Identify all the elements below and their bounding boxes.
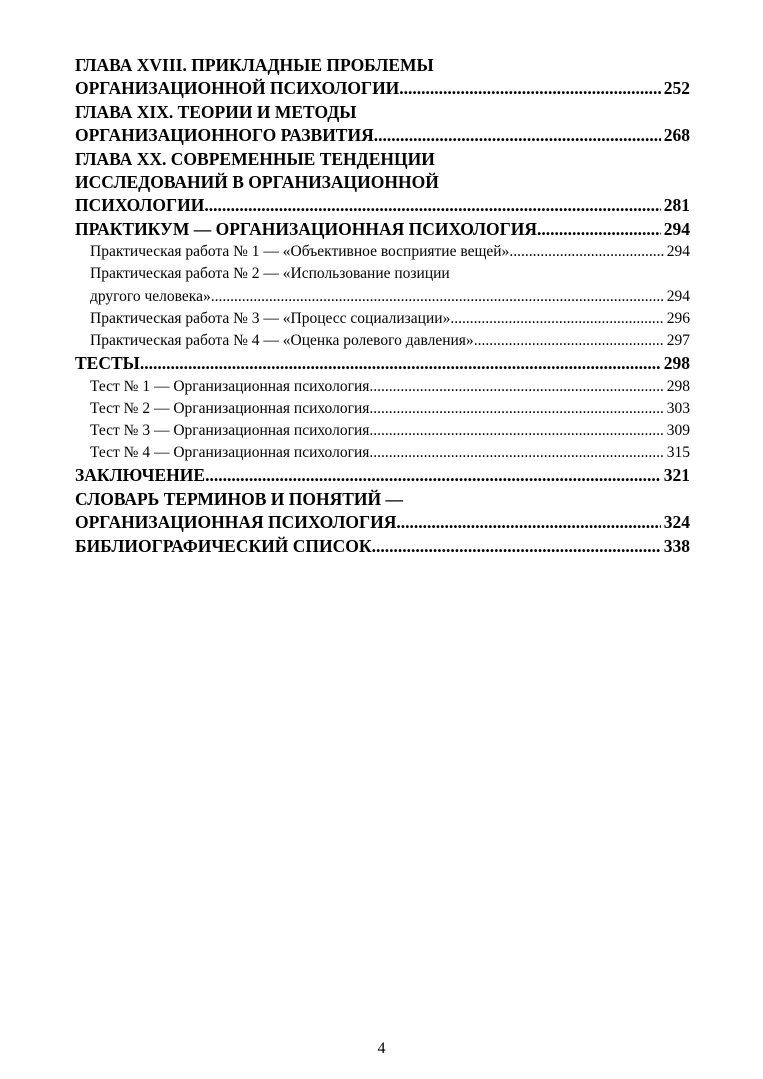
toc-subentry-work-4[interactable] [75, 330, 690, 352]
dot-leader [399, 77, 660, 100]
toc-subentry-test-4[interactable] [75, 442, 690, 464]
dot-leader [369, 376, 663, 398]
toc-page-number: 268 [663, 125, 690, 146]
toc-page-number: 252 [663, 78, 690, 99]
toc-entry-title: Тест № 1 — Организационная психология [90, 377, 370, 395]
toc-entry-title: ПРАКТИКУМ — ОРГАНИЗАЦИОННАЯ ПСИХОЛОГИЯ [75, 218, 537, 239]
toc-entry-chapter-20[interactable] [75, 148, 690, 218]
toc-entry-practicum[interactable] [75, 218, 690, 241]
toc-entry-title: другого человека» [90, 287, 211, 305]
toc-entry-title: ГЛАВА XX. СОВРЕМЕННЫЕ ТЕНДЕНЦИИ [75, 148, 435, 169]
toc-entry-title: ГЛАВА XIX. ТЕОРИИ И МЕТОДЫ [75, 101, 357, 122]
toc-page-number: 298 [663, 353, 690, 374]
toc-entry-title: БИБЛИОГРАФИЧЕСКИЙ СПИСОК [75, 535, 372, 556]
toc-entry-title: Тест № 3 — Организационная психология [90, 422, 370, 440]
toc-entry-title: Практическая работа № 1 — «Объективное восприятие вещей» [90, 243, 510, 261]
dot-leader [374, 124, 661, 147]
page-number: 4 [377, 1040, 386, 1057]
toc-entry-conclusion[interactable] [75, 464, 690, 487]
dot-leader [205, 464, 661, 487]
toc-entry-title: Тест № 4 — Организационная психология [90, 444, 370, 462]
toc-entry-tests[interactable] [75, 352, 690, 375]
table-of-contents [75, 54, 690, 558]
dot-leader [140, 352, 661, 375]
toc-subentry-work-1[interactable] [75, 241, 690, 263]
dot-leader [509, 241, 663, 263]
toc-entry-title: ОРГАНИЗАЦИОННАЯ ПСИХОЛОГИЯ [75, 512, 397, 533]
dot-leader [369, 442, 663, 464]
toc-subentry-test-3[interactable] [75, 420, 690, 442]
dot-leader [369, 398, 663, 420]
toc-page-number: 321 [663, 465, 690, 486]
dot-leader [450, 308, 663, 330]
toc-page-number: 298 [666, 377, 690, 395]
toc-entry-title: ОРГАНИЗАЦИОННОГО РАЗВИТИЯ [75, 125, 374, 146]
toc-page-number: 303 [666, 399, 690, 417]
toc-page-number: 296 [666, 309, 690, 327]
dot-leader [537, 218, 661, 241]
toc-page-number: 315 [666, 444, 690, 462]
toc-page-number: 309 [666, 422, 690, 440]
toc-entry-title: Практическая работа № 2 — «Использование позиции [90, 265, 450, 283]
dot-leader [204, 194, 660, 217]
toc-entry-title: ЗАКЛЮЧЕНИЕ [75, 465, 206, 486]
dot-leader [372, 535, 661, 558]
toc-entry-title: СЛОВАРЬ ТЕРМИНОВ И ПОНЯТИЙ — [75, 488, 404, 509]
toc-entry-title: ПСИХОЛОГИИ [75, 195, 205, 216]
toc-entry-title: ОРГАНИЗАЦИОННОЙ ПСИХОЛОГИИ [75, 78, 400, 99]
dot-leader [211, 286, 664, 308]
toc-page-number: 338 [663, 535, 690, 556]
toc-entry-chapter-18[interactable] [75, 54, 690, 101]
toc-entry-title: ГЛАВА XVIII. ПРИКЛАДНЫЕ ПРОБЛЕМЫ [75, 55, 434, 75]
toc-page-number: 294 [663, 218, 690, 239]
toc-subentry-work-3[interactable] [75, 308, 690, 330]
toc-entry-bibliography[interactable] [75, 535, 690, 558]
toc-entry-title: Тест № 2 — Организационная психология [90, 399, 370, 417]
toc-subentry-test-2[interactable] [75, 398, 690, 420]
toc-entry-title: ИССЛЕДОВАНИЙ В ОРГАНИЗАЦИОННОЙ [75, 172, 439, 193]
toc-subentry-work-2[interactable] [75, 263, 690, 307]
toc-entry-chapter-19[interactable] [75, 101, 690, 148]
toc-entry-title: ТЕСТЫ [75, 353, 140, 374]
toc-page-number: 281 [663, 195, 690, 216]
dot-leader [369, 420, 663, 442]
toc-page-number: 324 [663, 512, 690, 533]
dot-leader [474, 330, 664, 352]
toc-entry-title: Практическая работа № 4 — «Оценка ролевого давления» [90, 332, 474, 350]
toc-page-number: 294 [666, 243, 690, 261]
toc-entry-title: Практическая работа № 3 — «Процесс социализации» [90, 309, 451, 327]
toc-page-number: 294 [666, 287, 690, 305]
toc-subentry-test-1[interactable] [75, 376, 690, 398]
toc-page-number: 297 [666, 332, 690, 350]
dot-leader [396, 511, 660, 534]
toc-entry-glossary[interactable] [75, 488, 690, 535]
